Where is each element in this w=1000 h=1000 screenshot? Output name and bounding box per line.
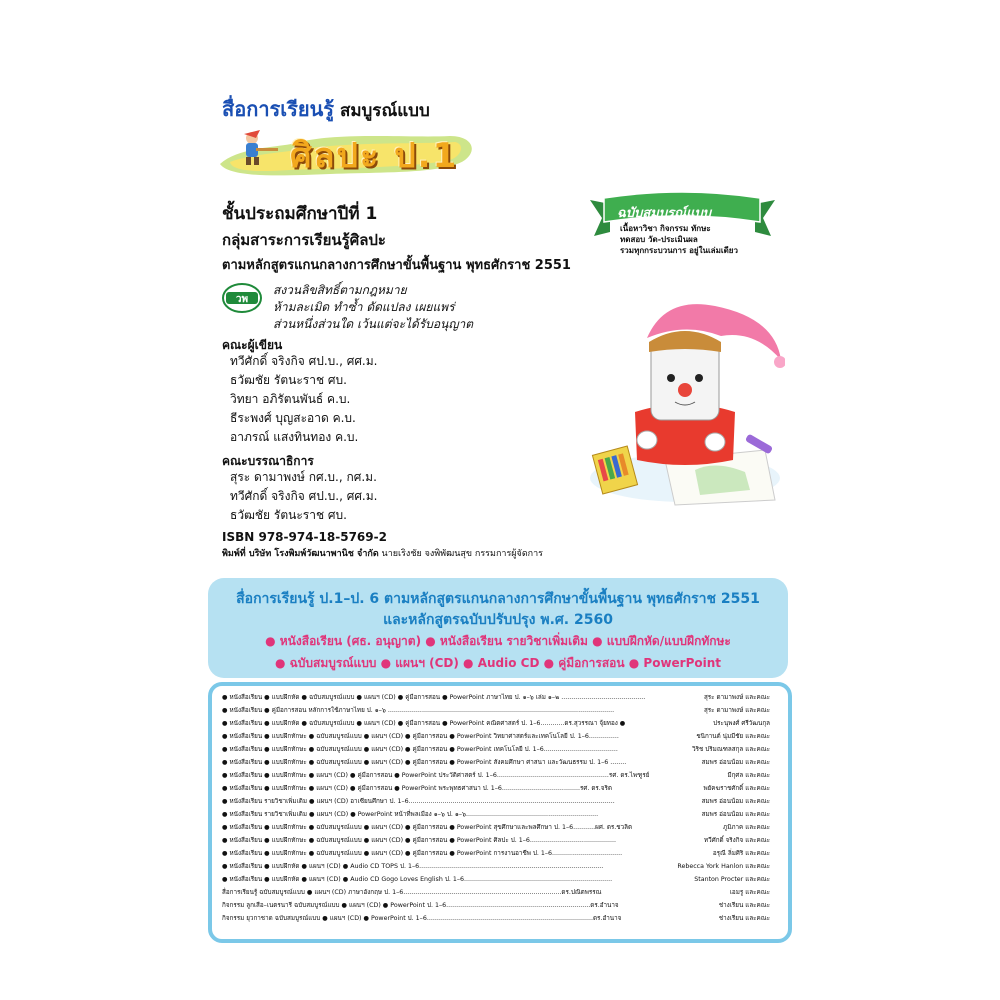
list-item-author: พยัคฆราชศักดิ์ และคณะ — [703, 785, 770, 792]
list-item-desc: ● หนังสือเรียน ● แบบฝึกทักษะ ● ฉบับสมบูรณ์แบบ ● แผนฯ (CD) ● คู่มือการสอน ● PowerPoint สังคมศึกษา ศาสนา และวัฒนธรรม ป. 1–6 ........ — [222, 759, 627, 766]
series-info-title: สื่อการเรียนรู้ ป.1–ป. 6 ตามหลักสูตรแกนกลางการศึกษาขั้นพื้นฐาน พุทธศักราช 2551 — [236, 591, 760, 607]
editor-name: ทวีศักดิ์ จริงกิจ ศป.บ., ศศ.ม. — [230, 489, 378, 503]
series-info-subtitle: และหลักสูตรฉบับปรับปรุง พ.ศ. 2560 — [383, 612, 613, 628]
author-name: ธีระพงศ์ บุญสะอาด ค.บ. — [230, 411, 356, 425]
list-item-author: สมพร อ่อนน้อม และคณะ — [701, 798, 770, 805]
list-item-desc: กิจกรรม ลูกเสือ–เนตรนารี ฉบับสมบูรณ์แบบ ● แผนฯ (CD) ● PowerPoint ป. 1–6........................................................................ดร.อำนาจ — [222, 902, 619, 909]
isbn: ISBN 978-974-18-5769-2 — [222, 530, 387, 544]
edition-feature: ทดสอบ วัด-ประเมินผล — [620, 235, 698, 244]
list-item-author: สุระ ดามาพงษ์ และคณะ — [703, 707, 770, 714]
edition-feature: รวมทุกกระบวนการ อยู่ในเล่มเดียว — [620, 246, 738, 255]
series-info-products: ● หนังสือเรียน (ศธ. อนุญาต) ● หนังสือเรียน รายวิชาเพิ่มเติม ● แบบฝึกหัด/แบบฝึกทักษะ — [265, 634, 731, 648]
list-item-desc: ● หนังสือเรียน ● แบบฝึกทักษะ ● ฉบับสมบูรณ์แบบ ● แผนฯ (CD) ● คู่มือการสอน ● PowerPoint เทคโนโลยี ป. 1–6..................................... — [222, 746, 618, 753]
editors-list — [230, 468, 377, 525]
list-item — [222, 910, 770, 926]
author-name: ธวัฒชัย รัตนะราช ศบ. — [230, 373, 347, 387]
series-title-dark: สมบูรณ์แบบ — [339, 101, 430, 121]
list-item-desc: ● หนังสือเรียน ● แบบฝึกทักษะ ● แผนฯ (CD) ● คู่มือการสอน ● PowerPoint ประวัติศาสตร์ ป. 1–6........................................................รศ. ดร.ไพฑูรย์ — [222, 772, 650, 779]
list-item-desc: ● หนังสือเรียน ● แบบฝึกหัด ● ฉบับสมบูรณ์แบบ ● แผนฯ (CD) ● คู่มือการสอน ● PowerPoint ภาษาไทย ป. ๑–๖ เล่ม ๑–๒ .......................................... — [222, 694, 646, 701]
list-item-author: สุระ ดามาพงษ์ และคณะ — [703, 694, 770, 701]
printer-name: พิมพ์ที่ บริษัท โรงพิมพ์วัฒนาพานิช จำกัด — [222, 549, 379, 559]
author-name: อาภรณ์ แสงทินทอง ค.บ. — [230, 430, 359, 444]
subject-title: ศิลปะ ป.1 — [290, 136, 459, 176]
copyright-line: ห้ามละเมิด ทำซ้ำ ดัดแปลง เผยแพร่ — [273, 300, 455, 314]
list-item-desc: ● หนังสือเรียน ● คู่มือการสอน หลักการใช้ภาษาไทย ป. ๑–๖ ................................................................................................................. — [222, 707, 615, 714]
list-item-desc: ● หนังสือเรียน ● แบบฝึกทักษะ ● ฉบับสมบูรณ์แบบ ● แผนฯ (CD) ● คู่มือการสอน ● PowerPoint การงานอาชีพ ป. 1–6................................... — [222, 850, 623, 857]
list-item-desc: ● หนังสือเรียน รายวิชาเพิ่มเติม ● แผนฯ (CD) ● PowerPoint หน้าที่พลเมือง ๑–๖ ป. ๑–๖.................................................................. — [222, 811, 599, 818]
list-item-author: วิริช ปริมณฑลสกุล และคณะ — [692, 746, 770, 753]
list-item-desc: ● หนังสือเรียน ● แบบฝึกหัด ● แผนฯ (CD) ● Audio CD TOPS ป. 1–6............................................................................................ — [222, 863, 604, 870]
list-item-author: Stanton Procter และคณะ — [694, 876, 770, 883]
author-name: ทวีศักดิ์ จริงกิจ ศป.บ., ศศ.ม. — [230, 354, 378, 368]
list-item-author: ช่างเรียน และคณะ — [718, 915, 770, 922]
printer-line — [222, 546, 543, 560]
grade-level: ชั้นประถมศึกษาปีที่ 1 — [222, 204, 378, 224]
list-item-author: ภูมิภาค และคณะ — [723, 824, 770, 831]
list-item-author: อรุณี ลิ่มศิริ และคณะ — [712, 850, 770, 857]
editor-name: สุระ ดามาพงษ์ กศ.บ., กศ.ม. — [230, 470, 377, 484]
series-info-products: ● ฉบับสมบูรณ์แบบ ● แผนฯ (CD) ● Audio CD ● คู่มือการสอน ● PowerPoint — [274, 656, 722, 670]
authors-list — [230, 352, 377, 447]
edition-features — [620, 223, 738, 256]
paintbrush-mascot-illustration — [585, 300, 785, 510]
list-item-author: ประนุพงศ์ ศรีวัฒนกุล — [713, 720, 770, 727]
list-item-desc: ● หนังสือเรียน ● แบบฝึกหัด ● ฉบับสมบูรณ์แบบ ● แผนฯ (CD) ● คู่มือการสอน ● PowerPoint คณิตศาสตร์ ป. 1–6............ดร.สุวรรณา จุ้ยทอง ● — [222, 720, 626, 727]
list-item-desc: ● หนังสือเรียน ● แบบฝึกทักษะ ● แผนฯ (CD) ● คู่มือการสอน ● PowerPoint พระพุทธศาสนา ป. 1–6.......................................รศ. ดร.จริต — [222, 785, 612, 792]
list-item-author: สมพร อ่อนน้อม และคณะ — [701, 811, 770, 818]
copyright-line: ส่วนหนึ่งส่วนใด เว้นแต่จะได้รับอนุญาต — [273, 317, 474, 331]
list-item-desc: ● หนังสือเรียน รายวิชาเพิ่มเติม ● แผนฯ (CD) อาเซียนศึกษา ป. 1–6....................................................................................................... — [222, 798, 615, 805]
list-item-author: มีกุศล และคณะ — [727, 772, 770, 779]
authors-heading: คณะผู้เขียน — [222, 338, 283, 352]
publisher-logo — [222, 283, 262, 313]
edition-feature: เนื้อหาวิชา กิจกรรม ทักษะ — [620, 224, 711, 233]
list-item-desc: สื่อการเรียนรู้ ฉบับสมบูรณ์แบบ ● แผนฯ (CD) ภาษาอังกฤษ ป. 1–6...............................................................................ดร.ปณิตพรรณ — [222, 889, 602, 896]
curriculum-line: ตามหลักสูตรแกนกลางการศึกษาขั้นพื้นฐาน พุทธศักราช 2551 — [222, 258, 571, 273]
list-item-desc: ● หนังสือเรียน ● แบบฝึกทักษะ ● ฉบับสมบูรณ์แบบ ● แผนฯ (CD) ● คู่มือการสอน ● PowerPoint ศิลปะ ป. 1–6........................................... — [222, 837, 616, 844]
editor-name: ธวัฒชัย รัตนะราช ศบ. — [230, 508, 347, 522]
author-name: วิทยา อภิรัตนพันธ์ ค.บ. — [230, 392, 351, 406]
subject-group: กลุ่มสาระการเรียนรู้ศิลปะ — [222, 231, 386, 249]
series-title-blue: สื่อการเรียนรู้ — [222, 97, 335, 121]
list-item-author: สมพร อ่อนน้อม และคณะ — [701, 759, 770, 766]
editors-heading: คณะบรรณาธิการ — [222, 454, 314, 468]
printer-manager: นายเริงชัย จงพิพัฒนสุข กรรมการผู้จัดการ — [381, 549, 544, 559]
list-item-author: Rebecca York Hanlon และคณะ — [677, 863, 770, 870]
publisher-logo-text: วพ — [235, 294, 249, 305]
list-item-author: ชนิกานต์ นุ่มมีชัย และคณะ — [696, 733, 770, 740]
list-item-desc: ● หนังสือเรียน ● แบบฝึกทักษะ ● ฉบับสมบูรณ์แบบ ● แผนฯ (CD) ● คู่มือการสอน ● PowerPoint สุขศึกษาและพลศึกษา ป. 1–6...........ผศ. ดร.ชวลิต — [222, 824, 633, 831]
list-item-desc: ● หนังสือเรียน ● แบบฝึกทักษะ ● ฉบับสมบูรณ์แบบ ● แผนฯ (CD) ● คู่มือการสอน ● PowerPoint วิทยาศาสตร์และเทคโนโลยี ป. 1–6............... — [222, 733, 619, 740]
series-title — [222, 93, 430, 125]
copyright-line: สงวนลิขสิทธิ์ตามกฎหมาย — [273, 283, 407, 297]
list-item-author: ช่างเรียน และคณะ — [718, 902, 770, 909]
copyright-notice — [273, 282, 473, 333]
list-item-author: เอมรู และคณะ — [729, 889, 770, 896]
edition-ribbon-label: ฉบับสมบูรณ์แบบ — [617, 206, 712, 221]
list-item-author: ทวีศักดิ์ จริงกิจ และคณะ — [704, 837, 770, 844]
list-item-desc: กิจกรรม ยุวกาชาด ฉบับสมบูรณ์แบบ ● แผนฯ (CD) ● PowerPoint ป. 1–6...................................................................................ดร.อำนาจ — [222, 915, 622, 922]
list-item-desc: ● หนังสือเรียน ● แบบฝึกหัด ● แผนฯ (CD) ● Audio CD Gogo Loves English ป. 1–6.......................................................................... — [222, 876, 613, 883]
